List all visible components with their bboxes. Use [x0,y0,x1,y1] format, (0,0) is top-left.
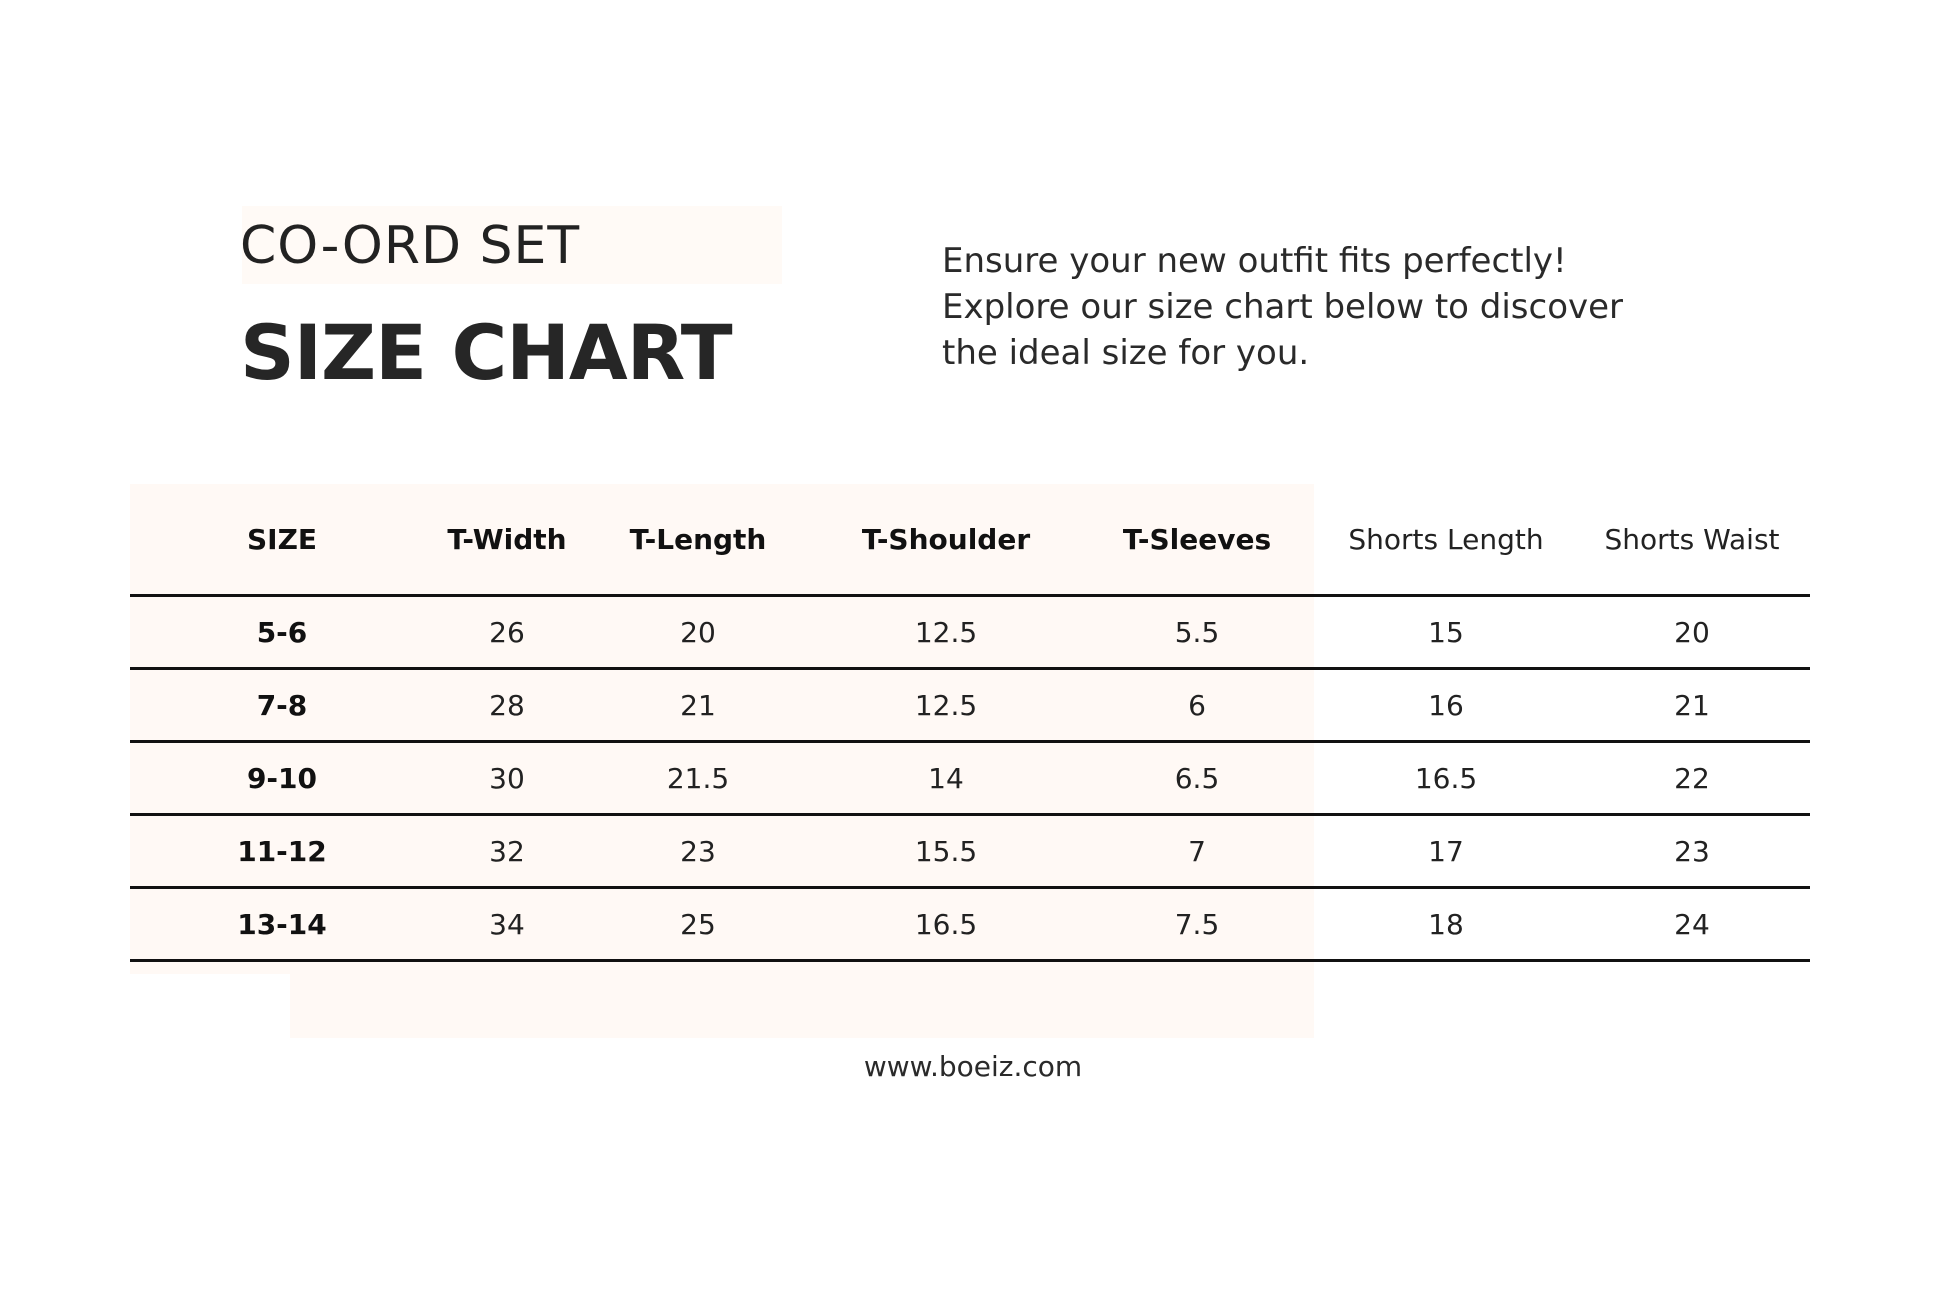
t-sleeves-cell: 5.5 [1076,596,1318,669]
table-row [130,669,1810,742]
t-shoulder-cell: 16.5 [816,888,1076,961]
shorts-waist-cell: 22 [1574,742,1810,815]
t-length-cell: 21 [580,669,816,742]
size-chart-table [130,484,1810,962]
t-width-cell: 34 [434,888,580,961]
intro-text [942,238,1702,376]
shorts-waist-cell: 24 [1574,888,1810,961]
footer-website-url: www.boeiz.com [863,1050,1083,1083]
t-shoulder-cell: 12.5 [816,596,1076,669]
shorts-waist-cell: 21 [1574,669,1810,742]
shorts-length-cell: 16.5 [1318,742,1574,815]
size-cell: 13-14 [130,888,434,961]
intro-line: the ideal size for you. [942,333,1310,373]
shorts-length-cell: 16 [1318,669,1574,742]
t-length-cell: 21.5 [580,742,816,815]
t-shoulder-cell: 12.5 [816,669,1076,742]
column-header-t-length: T-Length [580,484,816,596]
column-header-shorts-waist: Shorts Waist [1574,484,1810,596]
size-cell: 11-12 [130,815,434,888]
shorts-length-cell: 15 [1318,596,1574,669]
shorts-waist-cell: 20 [1574,596,1810,669]
page-subtitle: CO-ORD SET [240,216,581,276]
t-sleeves-cell: 7.5 [1076,888,1318,961]
column-header-size: SIZE [130,484,434,596]
t-length-cell: 20 [580,596,816,669]
page-title: SIZE CHART [240,308,732,397]
table-row [130,742,1810,815]
shorts-waist-cell: 23 [1574,815,1810,888]
t-length-cell: 23 [580,815,816,888]
t-width-cell: 28 [434,669,580,742]
table-row [130,888,1810,961]
t-sleeves-cell: 6.5 [1076,742,1318,815]
table-row [130,596,1810,669]
shorts-length-cell: 18 [1318,888,1574,961]
t-sleeves-cell: 7 [1076,815,1318,888]
size-cell: 9-10 [130,742,434,815]
column-header-t-sleeves: T-Sleeves [1076,484,1318,596]
size-cell: 7-8 [130,669,434,742]
size-cell: 5-6 [130,596,434,669]
column-header-shorts-length: Shorts Length [1318,484,1574,596]
t-width-cell: 32 [434,815,580,888]
column-header-t-shoulder: T-Shoulder [816,484,1076,596]
intro-line: Ensure your new outfit fits perfectly! [942,241,1567,281]
shorts-length-cell: 17 [1318,815,1574,888]
t-length-cell: 25 [580,888,816,961]
intro-line: Explore our size chart below to discover [942,287,1624,327]
t-sleeves-cell: 6 [1076,669,1318,742]
t-shoulder-cell: 15.5 [816,815,1076,888]
t-width-cell: 26 [434,596,580,669]
t-width-cell: 30 [434,742,580,815]
column-header-t-width: T-Width [434,484,580,596]
table-bottom-background [290,960,1314,1038]
table-header-row [130,484,1810,596]
table-row [130,815,1810,888]
t-shoulder-cell: 14 [816,742,1076,815]
